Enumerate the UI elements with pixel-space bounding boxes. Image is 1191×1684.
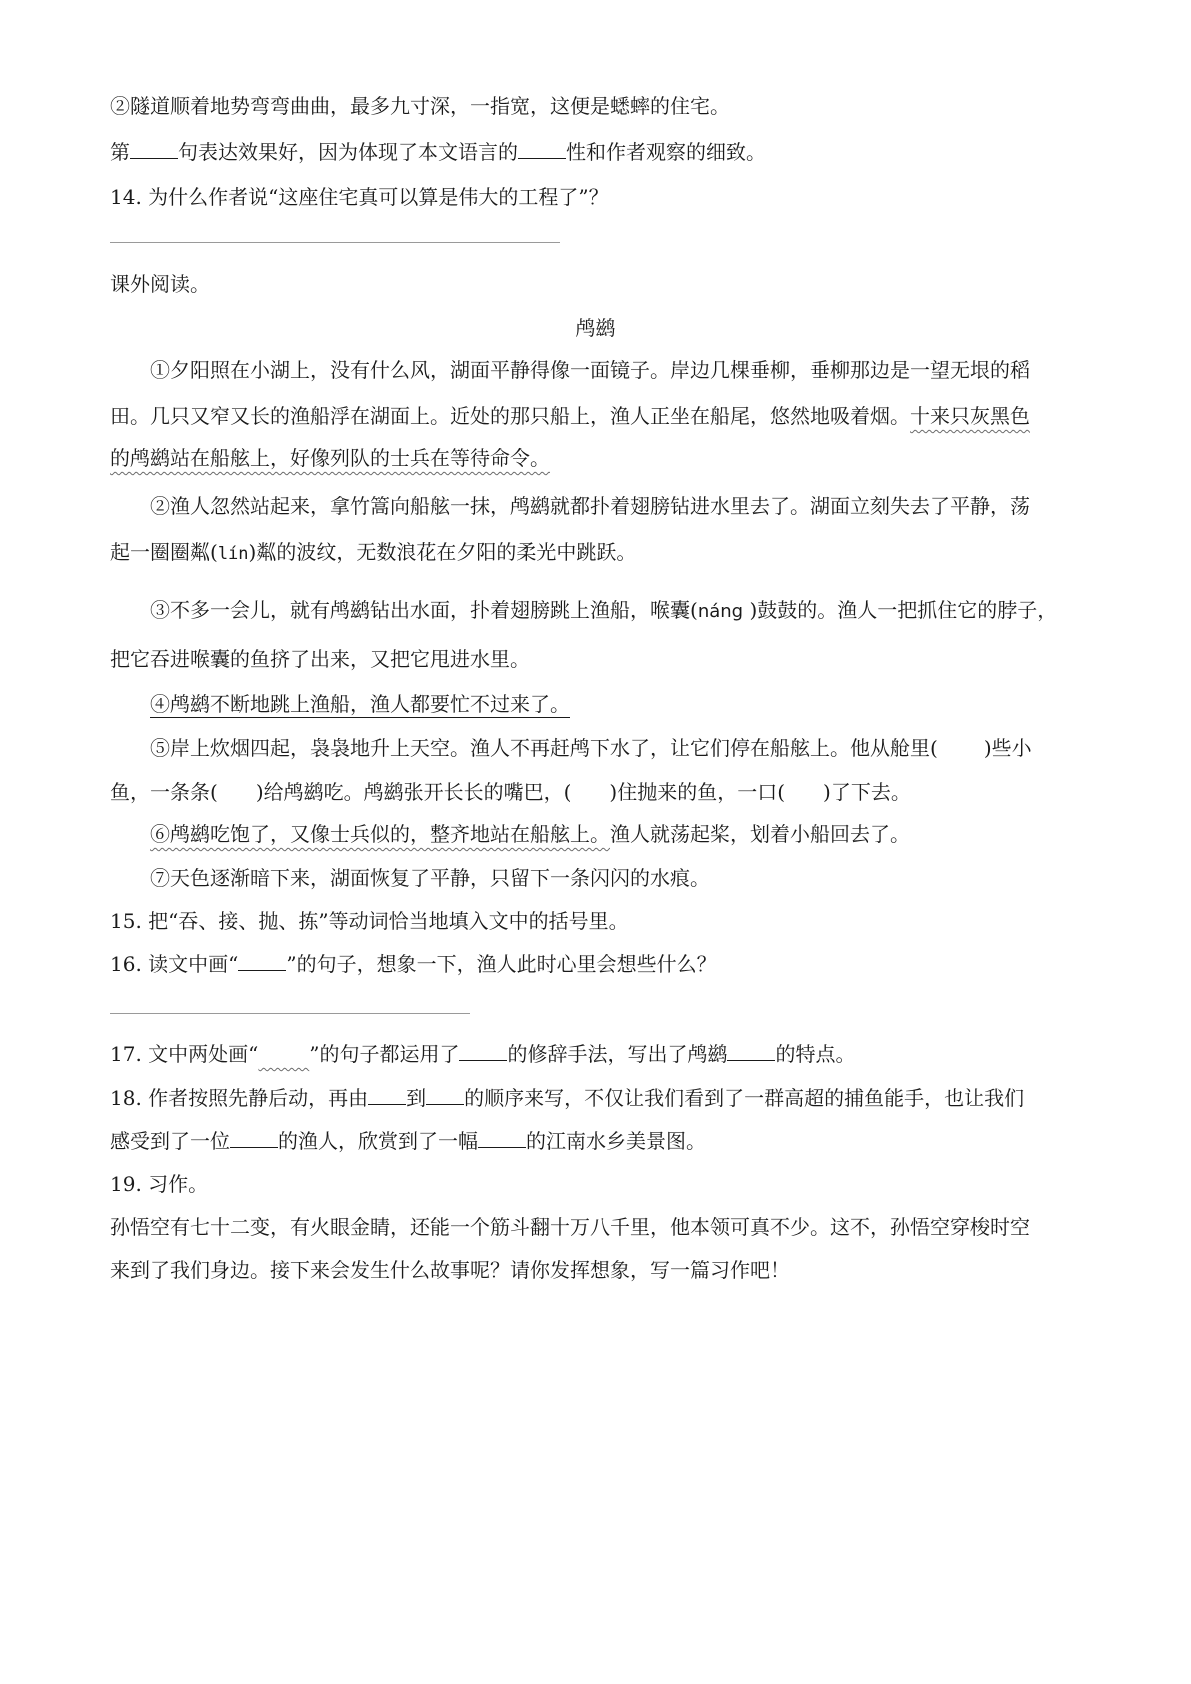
q18-line-2 (110, 1127, 1090, 1155)
paragraph-5-text-b: )些小 (983, 736, 1032, 760)
q17-wavy-sample (258, 1042, 309, 1066)
paragraph-5-text-e: )住抛来的鱼，一口( (609, 780, 786, 804)
q16-underline-sample (238, 952, 286, 971)
paragraph-1-line-2 (110, 402, 1090, 430)
q14-question: 14. 为什么作者说“这座住宅真可以算是伟大的工程了”？ (110, 185, 609, 209)
q18-text-a: 18. 作者按照先静后动，再由 (110, 1086, 369, 1110)
q19-prompt-line-2: 来到了我们身边。接下来会发生什么故事呢？请你发挥想象，写一篇习作吧！ (110, 1258, 790, 1282)
paragraph-5-text-d: )给鸬鹚吃。鸬鹚张开长长的嘴巴，( (255, 780, 572, 804)
q17-text-d: 的特点。 (775, 1042, 856, 1066)
paragraph-7: ⑦天色逐渐暗下来，湖面恢复了平静，只留下一条闪闪的水痕。 (150, 866, 710, 890)
q13-blank-1[interactable] (130, 140, 178, 159)
q18-text-d: 感受到了一位 (110, 1129, 230, 1153)
q19-prompt-line-1: 孙悟空有七十二变，有火眼金睛，还能一个筋斗翻十万八千里，他本领可真不少。这不，孙悟空穿梭时空 (110, 1215, 1030, 1239)
q16-text-a: 16. 读文中画“ (110, 952, 239, 976)
q13-prompt-b: 句表达效果好，因为体现了本文语言的 (178, 140, 518, 164)
q16-question (110, 950, 1090, 978)
q13-blank-2[interactable] (518, 140, 566, 159)
paragraph-3-text-b: )鼓鼓的。渔人一把抓住它的脖子， (749, 598, 1058, 622)
q17-text-a: 17. 文中两处画“ (110, 1042, 259, 1066)
pinyin-lin: lín (217, 544, 249, 564)
section-heading: 课外阅读。 (110, 272, 210, 296)
paragraph-3-line-1 (150, 596, 1090, 626)
paragraph-3-text-a: ③不多一会儿，就有鸬鹚钻出水面，扑着翅膀跳上渔船，喉囊( (150, 598, 698, 622)
paragraph-5-text-a: ⑤岸上炊烟四起，袅袅地升上天空。渔人不再赶鸬下水了，让它们停在船舷上。他从舱里( (150, 736, 938, 760)
q19-label: 19. 习作。 (110, 1172, 209, 1196)
q17-text-c: 的修辞手法，写出了鸬鹚 (507, 1042, 728, 1066)
wavy-underlined-sentence-6: ⑥鸬鹚吃饱了，又像士兵似的，整齐地站在船舷上。 (150, 822, 610, 846)
q18-blank-1[interactable] (368, 1086, 406, 1105)
q18-text-e: 的渔人，欣赏到了一幅 (278, 1129, 478, 1153)
wavy-underlined-sentence-1: 十来只灰黑色 (910, 404, 1030, 428)
q13-prompt (110, 138, 1090, 166)
q13-sentence-2: ②隧道顺着地势弯弯曲曲，最多九寸深，一指宽，这便是蟋蟀的住宅。 (110, 94, 730, 118)
paragraph-5-line-2 (110, 778, 1090, 806)
q15-question: 15. 把“吞、接、抛、拣”等动词恰当地填入文中的括号里。 (110, 909, 629, 933)
q17-text-b: ”的句子都运用了 (309, 1042, 460, 1066)
paragraph-6-text: 渔人就荡起桨，划着小船回去了。 (610, 822, 910, 846)
q17-blank-1[interactable] (459, 1042, 507, 1061)
paragraph-2-text-b: )粼的波纹，无数浪花在夕阳的柔光中跳跃。 (248, 540, 637, 564)
q16-text-b: ”的句子，想象一下，渔人此时心里会想些什么？ (286, 952, 717, 976)
q17-question (110, 1040, 1090, 1068)
q18-blank-3[interactable] (230, 1129, 278, 1148)
q14-answer-line[interactable] (110, 242, 560, 243)
q18-text-c: 的顺序来写，不仅让我们看到了一群高超的捕鱼能手，也让我们 (464, 1086, 1025, 1110)
paragraph-1-line-3 (110, 444, 1090, 472)
underlined-sentence-4: ④鸬鹚不断地跳上渔船，渔人都要忙不过来了。 (150, 692, 570, 716)
q18-line-1 (110, 1084, 1090, 1112)
paragraph-6 (150, 820, 1090, 848)
q18-text-f: 的江南水乡美景图。 (526, 1129, 706, 1153)
pinyin-nang: náng (697, 601, 744, 622)
q18-blank-2[interactable] (426, 1086, 464, 1105)
paragraph-1-line-1: ①夕阳照在小湖上，没有什么风，湖面平静得像一面镜子。岸边几棵垂柳，垂柳那边是一望无垠的稻 (150, 358, 1030, 382)
paragraph-3-line-2: 把它吞进喉囊的鱼挤了出来，又把它甩进水里。 (110, 647, 530, 671)
paragraph-5-line-1 (150, 734, 1090, 762)
paragraph-1-text: 田。几只又窄又长的渔船浮在湖面上。近处的那只船上，渔人正坐在船尾，悠然地吸着烟。 (110, 404, 910, 428)
paragraph-5-text-c: 鱼，一条条( (110, 780, 218, 804)
wavy-underlined-sentence-1-end: 的鸬鹚站在船舷上，好像列队的士兵在等待命令。 (110, 446, 550, 470)
paragraph-4 (150, 690, 1090, 718)
q18-blank-4[interactable] (478, 1129, 526, 1148)
q18-text-b: 到 (406, 1086, 427, 1110)
q16-answer-line[interactable] (110, 1013, 470, 1014)
paragraph-2-line-1: ②渔人忽然站起来，拿竹篙向船舷一抹，鸬鹚就都扑着翅膀钻进水里去了。湖面立刻失去了平静，荡 (150, 494, 1030, 518)
paragraph-5-text-f: )了下去。 (823, 780, 911, 804)
paragraph-2-text-a: 起一圈圈粼( (110, 540, 218, 564)
paragraph-2-line-2 (110, 538, 1090, 568)
article-title: 鸬鹚 (575, 316, 616, 340)
q17-blank-2[interactable] (727, 1042, 775, 1061)
q13-prompt-a: 第 (110, 140, 130, 164)
q13-prompt-c: 性和作者观察的细致。 (566, 140, 766, 164)
